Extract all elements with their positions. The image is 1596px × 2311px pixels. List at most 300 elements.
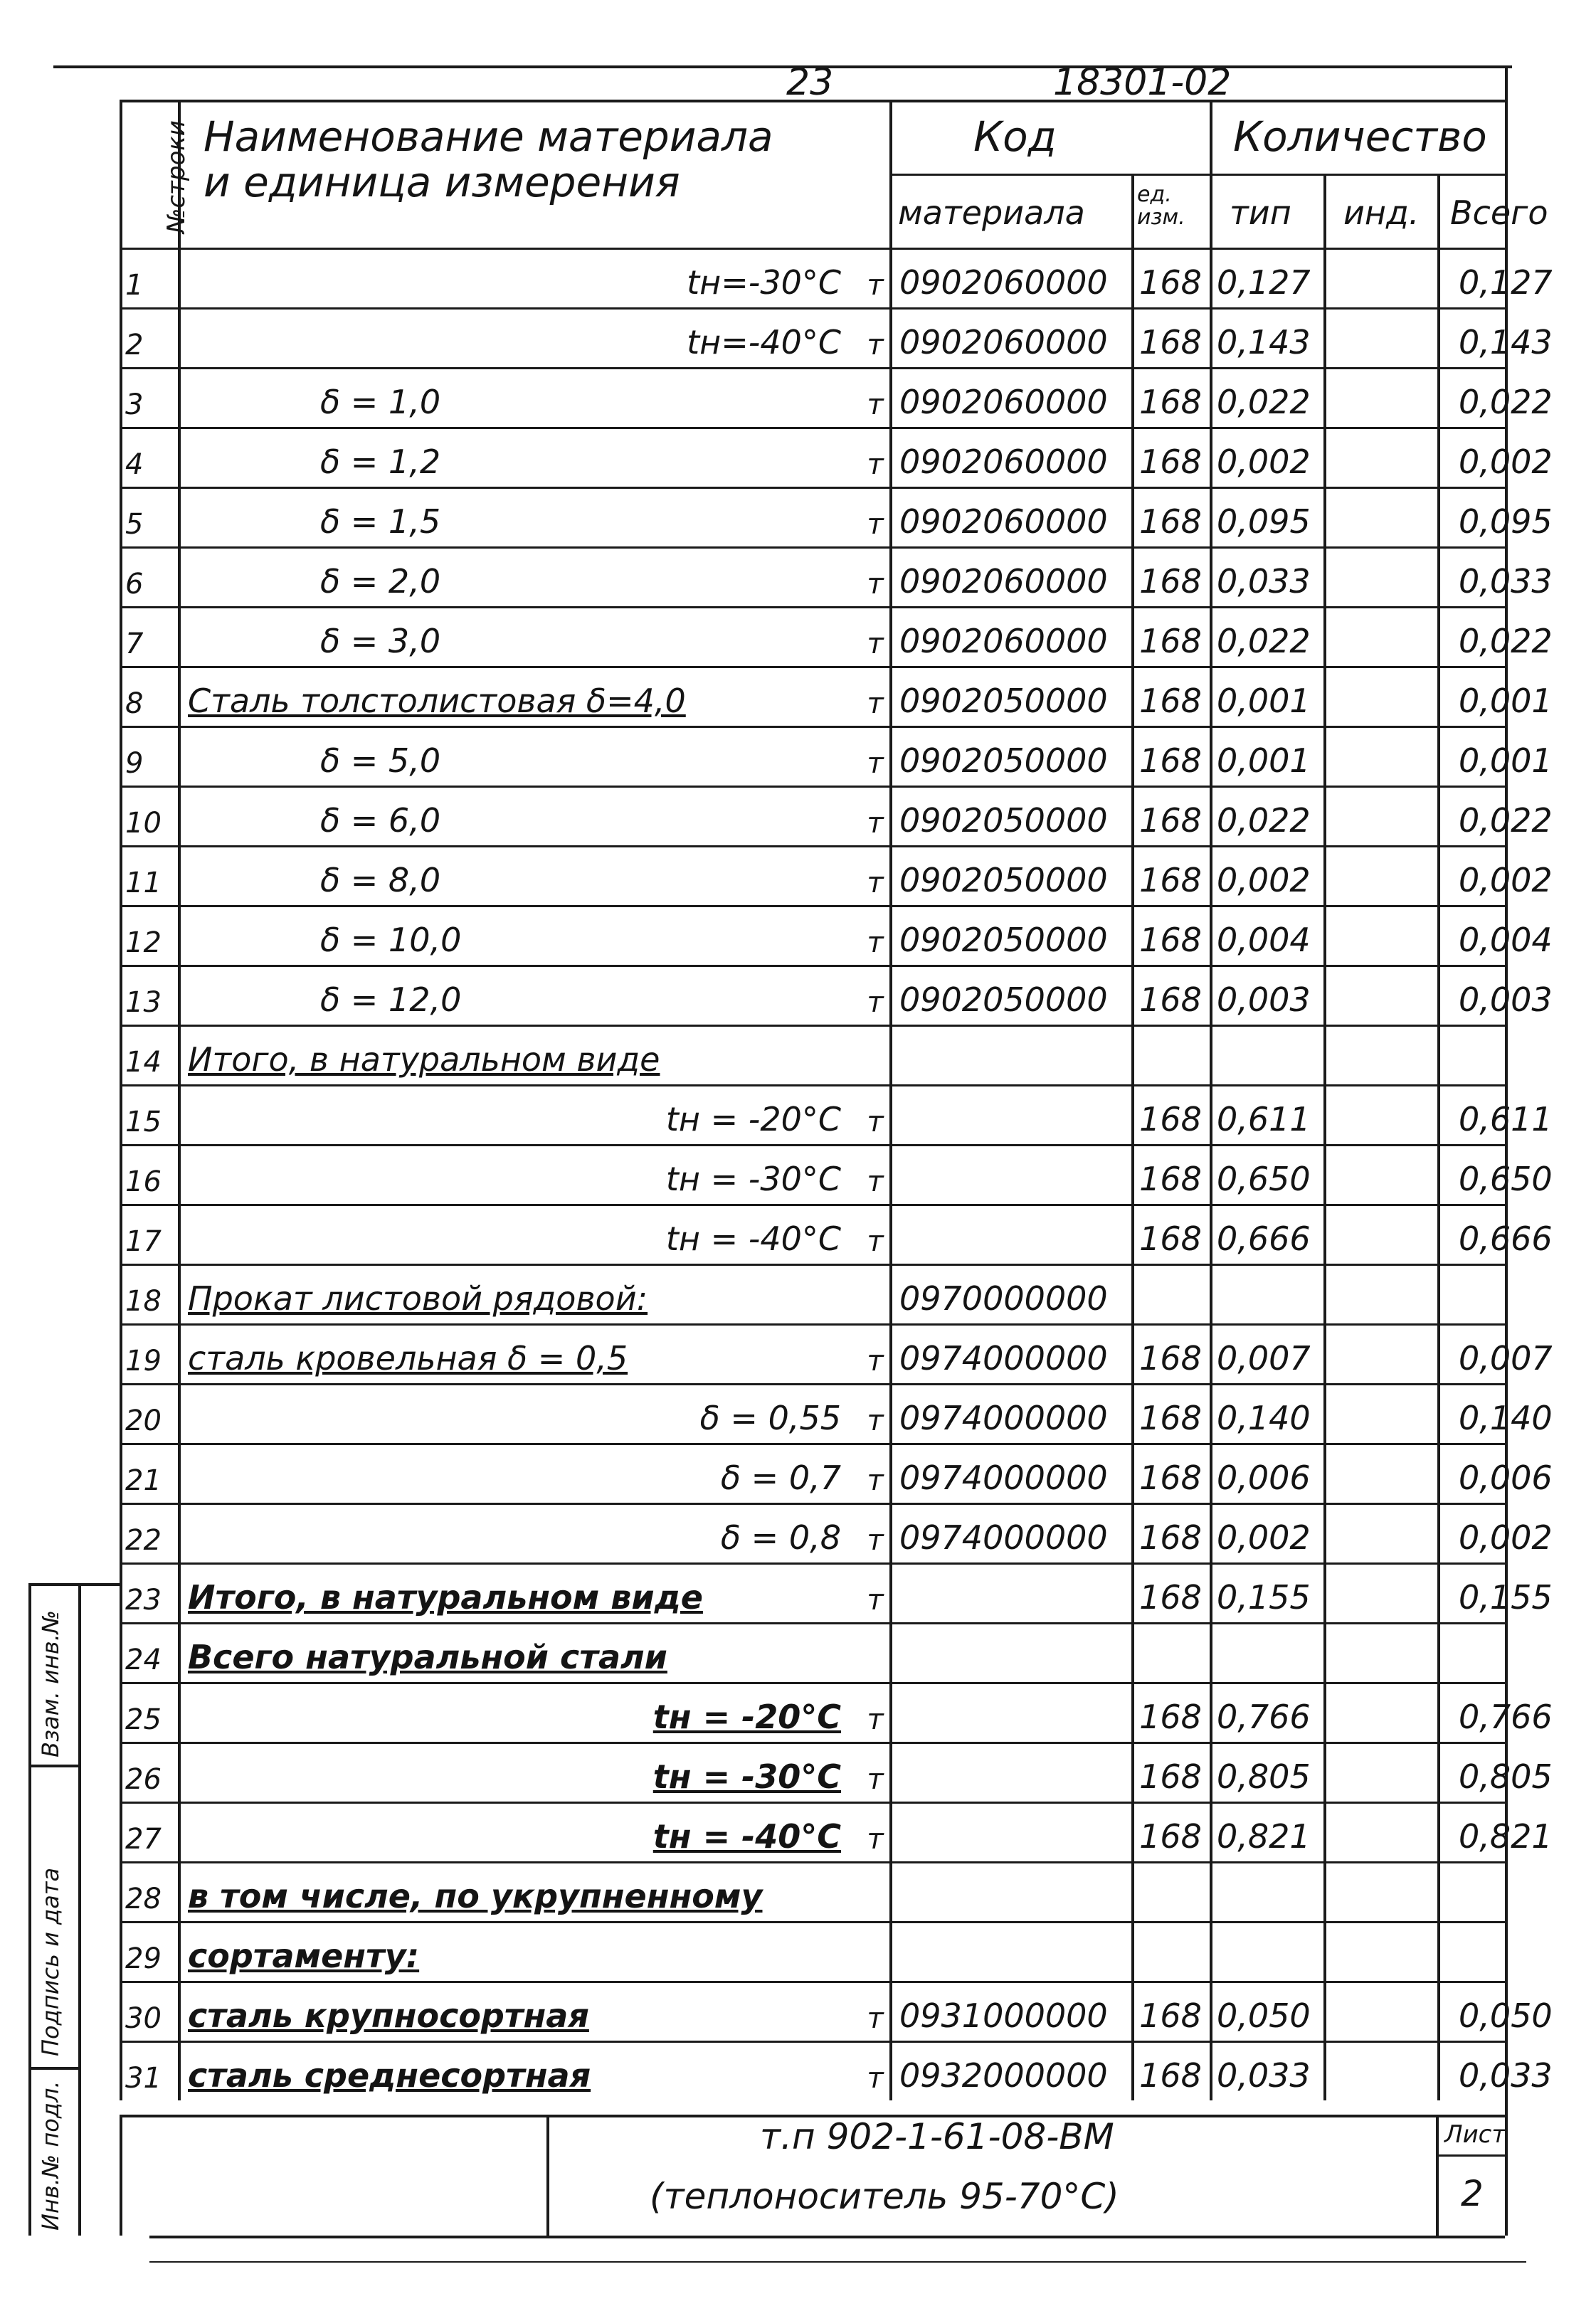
measure-unit: т (867, 747, 884, 780)
quantity-tip: 0,095 (1217, 502, 1311, 541)
quantity-total: 0,033 (1459, 562, 1553, 601)
row-number: 27 (125, 1823, 162, 1856)
quantity-total: 0,140 (1459, 1399, 1553, 1437)
measure-unit: т (867, 687, 884, 720)
quantity-total: 0,022 (1459, 383, 1553, 421)
unit-code: 168 (1139, 263, 1202, 302)
row-number: 7 (125, 628, 144, 660)
material-code: 0902060000 (899, 383, 1108, 421)
unit-code: 168 (1139, 1160, 1202, 1198)
material-name-cell (178, 1084, 889, 1144)
quantity-tip: 0,666 (1217, 1220, 1311, 1258)
unit-code: 168 (1139, 622, 1202, 660)
material-code (889, 1861, 1131, 1921)
unit-code: 168 (1139, 1518, 1202, 1557)
quantity-tip (1210, 1025, 1323, 1084)
quantity-total-header: Всего (1450, 194, 1548, 232)
unit-code: 168 (1139, 741, 1202, 780)
material-name-cell (178, 248, 889, 307)
material-name-cell (178, 1682, 889, 1742)
row-number: 6 (125, 568, 144, 601)
material-name: tн=-40°C (687, 323, 841, 361)
quantity-tip: 0,143 (1217, 323, 1311, 361)
quantity-ind (1323, 1144, 1437, 1204)
row-number: 22 (125, 1524, 162, 1557)
table-row (120, 965, 1553, 1025)
material-code: 0974000000 (899, 1339, 1108, 1377)
table-row (120, 307, 1553, 367)
material-name: δ = 6,0 (320, 801, 441, 840)
material-name: δ = 10,0 (320, 921, 462, 959)
quantity-ind (1323, 1025, 1437, 1084)
row-number: 28 (125, 1883, 162, 1915)
quantity-total: 0,022 (1459, 622, 1553, 660)
table-row (120, 845, 1553, 905)
unit-code: 168 (1139, 1220, 1202, 1258)
material-name-cell (178, 1562, 889, 1622)
measure-unit: т (867, 1823, 884, 1856)
quantity-total: 0,004 (1459, 921, 1553, 959)
table-row (120, 427, 1553, 487)
material-code: 0902060000 (899, 263, 1108, 302)
row-number: 14 (125, 1046, 162, 1079)
measure-unit: т (867, 508, 884, 541)
material-name: tн = -20°C (665, 1100, 841, 1138)
material-name: tн = -30°C (652, 1757, 841, 1796)
quantity-tip: 0,821 (1217, 1817, 1311, 1856)
unit-code: 168 (1139, 861, 1202, 899)
table-row (120, 905, 1553, 965)
material-code (889, 1921, 1131, 1981)
row-number: 10 (125, 807, 162, 840)
material-name: Всего натуральной стали (188, 1638, 667, 1676)
measure-unit: т (867, 1584, 884, 1617)
table-row (120, 487, 1553, 546)
sheet-label: Лист (1444, 2120, 1506, 2149)
material-code: 0902060000 (899, 443, 1108, 481)
quantity-ind (1323, 1562, 1437, 1622)
material-name-cell (178, 726, 889, 786)
quantity-ind (1323, 726, 1437, 786)
measure-unit: т (867, 1106, 884, 1138)
quantity-total: 0,033 (1459, 2056, 1553, 2095)
quantity-tip: 0,033 (1217, 2056, 1311, 2095)
material-name-cell (178, 1383, 889, 1443)
unit-code: 168 (1139, 1100, 1202, 1138)
table-row (120, 1144, 1553, 1204)
material-name-cell (178, 1742, 889, 1802)
quantity-total: 0,666 (1459, 1220, 1553, 1258)
row-number: 8 (125, 687, 144, 720)
measure-unit: т (867, 1703, 884, 1736)
table-header (120, 100, 1548, 248)
material-code: 0902050000 (899, 741, 1108, 780)
bottom-trim-line (149, 2261, 1526, 2263)
row-number: 13 (125, 986, 162, 1019)
name-header-line1: Наименование материала (204, 112, 773, 161)
quantity-ind (1323, 1742, 1437, 1802)
quantity-tip (1210, 1921, 1323, 1981)
material-name: в том числе, по укрупненному (188, 1877, 763, 1915)
quantity-ind (1323, 1503, 1437, 1562)
table-row (120, 1562, 1553, 1622)
row-number: 2 (125, 329, 144, 361)
material-name: Итого, в натуральном виде (188, 1040, 660, 1079)
quantity-ind (1323, 1264, 1437, 1323)
material-name-cell (178, 1802, 889, 1861)
measure-unit: т (867, 1165, 884, 1198)
quantity-total: 0,611 (1459, 1100, 1553, 1138)
quantity-ind (1323, 1084, 1437, 1144)
material-name-cell (178, 487, 889, 546)
table-row (120, 1802, 1553, 1861)
quantity-header: Количество (1233, 112, 1487, 161)
quantity-ind (1323, 2041, 1437, 2100)
unit-code: 168 (1139, 1757, 1202, 1796)
table-row (120, 1981, 1553, 2041)
material-name: Итого, в натуральном виде (188, 1578, 703, 1617)
row-number: 23 (125, 1584, 162, 1617)
row-number-header: №строки (162, 120, 191, 233)
unit-code: 168 (1139, 383, 1202, 421)
unit-code: 168 (1139, 1698, 1202, 1736)
unit-code (1131, 1025, 1210, 1084)
measure-unit: т (867, 867, 884, 899)
quantity-total: 0,095 (1459, 502, 1553, 541)
table-row (120, 606, 1553, 666)
material-name: δ = 1,2 (320, 443, 441, 481)
measure-unit: т (867, 807, 884, 840)
material-name: Сталь толстолистовая δ=4,0 (188, 682, 686, 720)
quantity-tip-header: тип (1230, 194, 1291, 232)
unit-code: 168 (1139, 1578, 1202, 1617)
quantity-tip: 0,002 (1217, 861, 1311, 899)
measure-unit: т (867, 1763, 884, 1796)
unit-code: 168 (1139, 980, 1202, 1019)
material-name-cell (178, 367, 889, 427)
quantity-ind (1323, 427, 1437, 487)
quantity-total (1437, 1622, 1596, 1682)
material-code (889, 1144, 1131, 1204)
name-header-line2: и единица измерения (204, 158, 680, 206)
material-name: δ = 3,0 (320, 622, 441, 660)
quantity-ind (1323, 1622, 1437, 1682)
table-row (120, 786, 1553, 845)
row-number: 15 (125, 1106, 162, 1138)
material-name: сталь кровельная δ = 0,5 (188, 1339, 628, 1377)
quantity-ind (1323, 248, 1437, 307)
material-name-cell (178, 2041, 889, 2100)
quantity-total: 0,155 (1459, 1578, 1553, 1617)
material-code: 0902060000 (899, 622, 1108, 660)
material-code (889, 1622, 1131, 1682)
material-name: δ = 12,0 (320, 980, 462, 1019)
sheet-number: 2 (1461, 2173, 1484, 2214)
quantity-tip (1210, 1264, 1323, 1323)
stamp-vzam-inv: Взам. инв.№ (37, 1609, 64, 1757)
unit-code: 168 (1139, 2056, 1202, 2095)
quantity-ind (1323, 965, 1437, 1025)
unit-code: 168 (1139, 562, 1202, 601)
unit-code: 168 (1139, 1817, 1202, 1856)
material-code: 0902050000 (899, 921, 1108, 959)
quantity-total (1437, 1921, 1596, 1981)
table-row (120, 666, 1553, 726)
material-code: 0974000000 (899, 1518, 1108, 1557)
row-number: 17 (125, 1225, 162, 1258)
table-row (120, 1204, 1553, 1264)
material-name: δ = 1,5 (320, 502, 441, 541)
measure-unit: т (867, 388, 884, 421)
unit-code: 168 (1139, 502, 1202, 541)
quantity-tip: 0,006 (1217, 1459, 1311, 1497)
table-row (120, 1742, 1553, 1802)
quantity-tip (1210, 1622, 1323, 1682)
quantity-tip: 0,001 (1217, 682, 1311, 720)
quantity-ind (1323, 487, 1437, 546)
quantity-total: 0,650 (1459, 1160, 1553, 1198)
row-number: 4 (125, 448, 144, 481)
table-row (120, 1025, 1507, 1084)
quantity-total: 0,050 (1459, 1997, 1553, 2035)
material-name-cell (178, 1025, 889, 1084)
row-number: 29 (125, 1942, 162, 1975)
quantity-tip: 0,003 (1217, 980, 1311, 1019)
material-name-cell (178, 786, 889, 845)
quantity-total (1437, 1264, 1596, 1323)
material-code: 0902060000 (899, 502, 1108, 541)
material-name-cell (178, 1503, 889, 1562)
quantity-total: 0,002 (1459, 1518, 1553, 1557)
material-code: 0970000000 (899, 1279, 1108, 1318)
row-number: 25 (125, 1703, 162, 1736)
material-name-cell (178, 1861, 889, 1921)
quantity-ind (1323, 666, 1437, 726)
material-name-cell (178, 845, 889, 905)
quantity-tip: 0,611 (1217, 1100, 1311, 1138)
quantity-tip: 0,022 (1217, 801, 1311, 840)
row-number: 24 (125, 1644, 162, 1676)
quantity-tip (1210, 1861, 1323, 1921)
quantity-total: 0,127 (1459, 263, 1553, 302)
material-code (889, 1682, 1131, 1742)
unit-code: 168 (1139, 682, 1202, 720)
measure-unit: т (867, 1524, 884, 1557)
quantity-tip: 0,002 (1217, 1518, 1311, 1557)
quantity-total: 0,006 (1459, 1459, 1553, 1497)
material-name-cell (178, 1921, 889, 1981)
table-row (120, 1383, 1553, 1443)
row-number: 5 (125, 508, 144, 541)
unit-code: 168 (1139, 443, 1202, 481)
quantity-tip: 0,007 (1217, 1339, 1311, 1377)
material-code (889, 1562, 1131, 1622)
material-name-cell (178, 1443, 889, 1503)
table-row (120, 1622, 1507, 1682)
measure-unit: т (867, 269, 884, 302)
material-name: сортаменту: (188, 1937, 420, 1975)
designation-text: т.п 902-1-61-08-ВМ (760, 2116, 1114, 2157)
table-row (120, 1443, 1553, 1503)
quantity-tip: 0,155 (1217, 1578, 1311, 1617)
table-row (120, 1084, 1553, 1144)
material-name: δ = 8,0 (320, 861, 441, 899)
material-name-cell (178, 307, 889, 367)
table-row (120, 546, 1553, 606)
quantity-ind (1323, 1204, 1437, 1264)
unit-code: 168 (1139, 1997, 1202, 2035)
quantity-ind (1323, 307, 1437, 367)
unit-code: 168 (1139, 1339, 1202, 1377)
quantity-total: 0,002 (1459, 861, 1553, 899)
measure-unit: т (867, 926, 884, 959)
table-row (120, 248, 1553, 307)
row-number: 30 (125, 2002, 162, 2035)
measure-unit: т (867, 568, 884, 601)
quantity-tip: 0,022 (1217, 622, 1311, 660)
unit-code: 168 (1139, 801, 1202, 840)
material-name: δ = 5,0 (320, 741, 441, 780)
measure-unit: т (867, 1405, 884, 1437)
quantity-total: 0,001 (1459, 682, 1553, 720)
material-code: 0932000000 (899, 2056, 1108, 2095)
material-name: tн = -40°C (665, 1220, 841, 1258)
quantity-ind (1323, 1682, 1437, 1742)
unit-code: 168 (1139, 1399, 1202, 1437)
material-name-cell (178, 427, 889, 487)
table-row (120, 2041, 1553, 2100)
quantity-tip: 0,033 (1217, 562, 1311, 601)
row-number: 11 (125, 867, 162, 899)
row-number: 9 (125, 747, 144, 780)
unit-code: 168 (1139, 1459, 1202, 1497)
quantity-ind (1323, 1981, 1437, 2041)
quantity-total: 0,766 (1459, 1698, 1553, 1736)
quantity-ind (1323, 546, 1437, 606)
material-name: δ = 0,8 (720, 1518, 841, 1557)
quantity-ind (1323, 1323, 1437, 1383)
material-code: 0902050000 (899, 682, 1108, 720)
table-row (120, 1861, 1507, 1921)
quantity-ind (1323, 1383, 1437, 1443)
material-name-cell (178, 546, 889, 606)
quantity-ind (1323, 606, 1437, 666)
table-row (120, 1921, 1507, 1981)
table-row (120, 1323, 1553, 1383)
row-number: 31 (125, 2062, 162, 2095)
row-number: 20 (125, 1405, 162, 1437)
unit-code (1131, 1622, 1210, 1682)
quantity-total: 0,001 (1459, 741, 1553, 780)
quantity-ind (1323, 905, 1437, 965)
quantity-tip: 0,140 (1217, 1399, 1311, 1437)
material-code: 0902060000 (899, 562, 1108, 601)
row-number: 16 (125, 1165, 162, 1198)
table-row (120, 1264, 1507, 1323)
quantity-tip: 0,050 (1217, 1997, 1311, 2035)
stamp-sign-date: Подпись и дата (37, 1867, 64, 2056)
material-name: δ = 0,55 (699, 1399, 841, 1437)
material-name-cell (178, 965, 889, 1025)
material-code: 0974000000 (899, 1459, 1108, 1497)
material-name: tн = -30°C (665, 1160, 841, 1198)
measure-unit: т (867, 1225, 884, 1258)
material-name: δ = 2,0 (320, 562, 441, 601)
table-row (120, 367, 1553, 427)
frame-top-line (53, 65, 1512, 68)
code-unit-header: ед. изм. (1137, 182, 1185, 230)
material-code (889, 1025, 1131, 1084)
row-number: 26 (125, 1763, 162, 1796)
material-code: 0902050000 (899, 861, 1108, 899)
quantity-ind (1323, 1861, 1437, 1921)
quantity-tip: 0,022 (1217, 383, 1311, 421)
material-name: tн = -20°C (652, 1698, 841, 1736)
measure-unit: т (867, 448, 884, 481)
code-header: Код (973, 112, 1057, 161)
material-name-cell (178, 1264, 889, 1323)
quantity-ind (1323, 1443, 1437, 1503)
quantity-ind-header: инд. (1343, 194, 1420, 232)
measure-unit: т (867, 628, 884, 660)
material-code: 0974000000 (899, 1399, 1108, 1437)
quantity-tip: 0,002 (1217, 443, 1311, 481)
page-number: 23 (786, 61, 834, 104)
quantity-ind (1323, 845, 1437, 905)
table-row (120, 726, 1553, 786)
material-code (889, 1084, 1131, 1144)
material-name-cell (178, 1622, 889, 1682)
unit-code (1131, 1861, 1210, 1921)
material-name: сталь среднесортная (188, 2056, 591, 2095)
material-name-cell (178, 1981, 889, 2041)
quantity-total (1437, 1025, 1596, 1084)
material-name: δ = 0,7 (720, 1459, 841, 1497)
quantity-tip: 0,805 (1217, 1757, 1311, 1796)
material-name: сталь крупносортная (188, 1997, 589, 2035)
quantity-ind (1323, 1921, 1437, 1981)
table-row (120, 1503, 1553, 1562)
quantity-total: 0,821 (1459, 1817, 1553, 1856)
material-code (889, 1802, 1131, 1861)
measure-unit: т (867, 2062, 884, 2095)
quantity-total: 0,143 (1459, 323, 1553, 361)
material-name-cell (178, 1323, 889, 1383)
stamp-inv-orig: Инв.№ подл. (37, 2080, 64, 2231)
table-row (120, 1682, 1553, 1742)
material-name: tн=-30°C (687, 263, 841, 302)
row-number: 3 (125, 388, 144, 421)
measure-unit: т (867, 986, 884, 1019)
material-name-cell (178, 1144, 889, 1204)
row-number: 21 (125, 1464, 162, 1497)
material-code (889, 1204, 1131, 1264)
quantity-ind (1323, 1802, 1437, 1861)
quantity-tip: 0,004 (1217, 921, 1311, 959)
row-number: 18 (125, 1285, 162, 1318)
unit-code (1131, 1921, 1210, 1981)
row-number: 1 (125, 269, 144, 302)
document-number: 18301-02 (1053, 61, 1232, 104)
unit-code: 168 (1139, 323, 1202, 361)
material-code: 0902050000 (899, 980, 1108, 1019)
row-number: 19 (125, 1345, 162, 1377)
row-number: 12 (125, 926, 162, 959)
material-code: 0902060000 (899, 323, 1108, 361)
frame-bottom-line (149, 2236, 1505, 2238)
quantity-total: 0,003 (1459, 980, 1553, 1019)
designation-subtitle: (теплоноситель 95-70°C) (650, 2176, 1119, 2217)
